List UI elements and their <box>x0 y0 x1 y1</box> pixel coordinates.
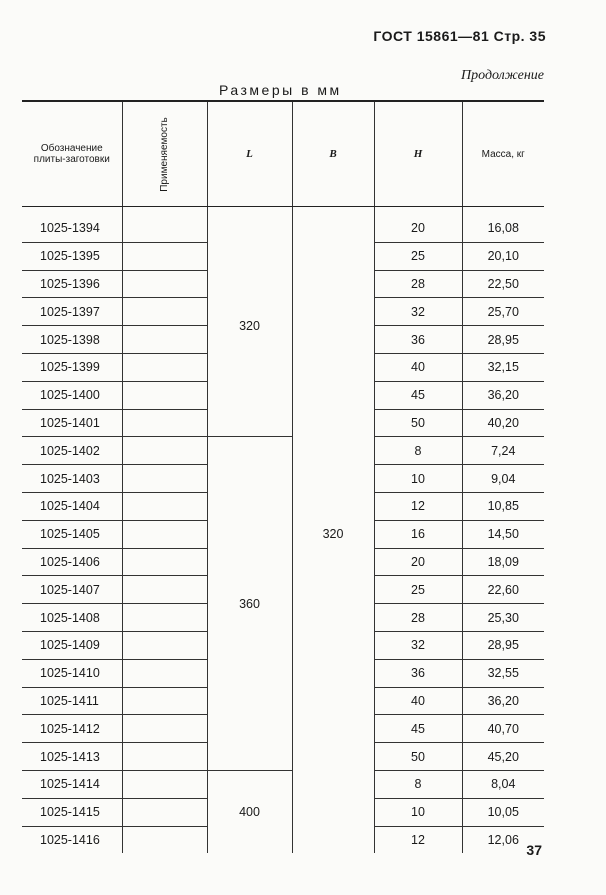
cell-applicability <box>122 770 207 798</box>
running-head: ГОСТ 15861—81 Стр. 35 <box>373 28 546 44</box>
units-caption: Размеры в мм <box>219 82 342 98</box>
cell-applicability <box>122 381 207 409</box>
cell-H: 32 <box>374 298 462 326</box>
cell-applicability <box>122 353 207 381</box>
cell-H: 50 <box>374 409 462 437</box>
cell-applicability <box>122 715 207 743</box>
cell-H: 20 <box>374 548 462 576</box>
cell-H: 40 <box>374 353 462 381</box>
cell-mass: 10,85 <box>462 492 544 520</box>
cell-H: 50 <box>374 743 462 771</box>
cell-applicability <box>122 326 207 354</box>
cell-mass: 25,30 <box>462 604 544 632</box>
cell-H: 40 <box>374 687 462 715</box>
cell-mass: 18,09 <box>462 548 544 576</box>
cell-applicability <box>122 687 207 715</box>
cell-H: 25 <box>374 242 462 270</box>
cell-designation: 1025-1394 <box>22 215 122 242</box>
cell-mass: 20,10 <box>462 242 544 270</box>
cell-mass: 32,15 <box>462 353 544 381</box>
cell-designation: 1025-1413 <box>22 743 122 771</box>
cell-B: 320 <box>292 215 374 853</box>
cell-H: 16 <box>374 520 462 548</box>
cell-mass: 22,50 <box>462 270 544 298</box>
cell-mass: 10,05 <box>462 798 544 826</box>
cell-designation: 1025-1396 <box>22 270 122 298</box>
cell-applicability <box>122 409 207 437</box>
spacer-cell <box>22 207 122 216</box>
cell-designation: 1025-1407 <box>22 576 122 604</box>
cell-H: 28 <box>374 270 462 298</box>
page-number: 37 <box>526 842 542 858</box>
cell-designation: 1025-1411 <box>22 687 122 715</box>
cell-applicability <box>122 492 207 520</box>
cell-designation: 1025-1395 <box>22 242 122 270</box>
cell-H: 45 <box>374 715 462 743</box>
cell-designation: 1025-1397 <box>22 298 122 326</box>
cell-applicability <box>122 298 207 326</box>
cell-H: 12 <box>374 492 462 520</box>
cell-mass: 8,04 <box>462 770 544 798</box>
cell-H: 45 <box>374 381 462 409</box>
cell-H: 32 <box>374 631 462 659</box>
col-header-applicability <box>122 101 207 207</box>
cell-designation: 1025-1399 <box>22 353 122 381</box>
cell-applicability <box>122 548 207 576</box>
cell-mass: 40,70 <box>462 715 544 743</box>
cell-applicability <box>122 215 207 242</box>
cell-mass: 45,20 <box>462 743 544 771</box>
cell-mass: 36,20 <box>462 381 544 409</box>
cell-mass: 28,95 <box>462 326 544 354</box>
cell-designation: 1025-1415 <box>22 798 122 826</box>
cell-H: 36 <box>374 326 462 354</box>
cell-designation: 1025-1406 <box>22 548 122 576</box>
cell-applicability <box>122 520 207 548</box>
cell-designation: 1025-1398 <box>22 326 122 354</box>
cell-applicability <box>122 437 207 465</box>
col-header-B: B <box>292 101 374 207</box>
spacer-cell <box>207 207 292 216</box>
cell-L-group: 400 <box>207 770 292 853</box>
dimensions-table <box>22 100 544 853</box>
cell-applicability <box>122 465 207 493</box>
cell-designation: 1025-1404 <box>22 492 122 520</box>
cell-designation: 1025-1410 <box>22 659 122 687</box>
col-header-designation: Обозначение плиты-заготовки <box>22 101 122 207</box>
cell-applicability <box>122 604 207 632</box>
spacer-cell <box>122 207 207 216</box>
cell-H: 10 <box>374 798 462 826</box>
cell-applicability <box>122 242 207 270</box>
spacer-cell <box>462 207 544 216</box>
cell-mass: 28,95 <box>462 631 544 659</box>
cell-designation: 1025-1412 <box>22 715 122 743</box>
col-header-L: L <box>207 101 292 207</box>
continuation-label: Продолжение <box>461 68 544 83</box>
col-header-H: H <box>374 101 462 207</box>
cell-applicability <box>122 659 207 687</box>
cell-L-group: 360 <box>207 437 292 771</box>
cell-designation: 1025-1416 <box>40 832 100 847</box>
table-spacer-row <box>22 207 544 216</box>
cell-mass: 32,55 <box>462 659 544 687</box>
cell-designation: 1025-1403 <box>22 465 122 493</box>
cell-mass: 16,08 <box>462 215 544 242</box>
cell-mass: 7,24 <box>462 437 544 465</box>
cell-designation: 1025-1408 <box>22 604 122 632</box>
cell-L-group: 320 <box>207 215 292 437</box>
cell-applicability <box>122 826 207 853</box>
cell-mass: 40,20 <box>462 409 544 437</box>
cell-mass: 36,20 <box>462 687 544 715</box>
cell-designation: 1025-1401 <box>22 409 122 437</box>
cell-designation: 1025-1402 <box>22 437 122 465</box>
cell-designation: 1025-1409 <box>22 631 122 659</box>
cell-H: 8 <box>374 437 462 465</box>
table-header-row <box>22 101 544 207</box>
col-header-mass: Масса, кг <box>462 101 544 207</box>
cell-designation: 1025-1405 <box>22 520 122 548</box>
cell-designation: 1025-1400 <box>22 381 122 409</box>
cell-H: 28 <box>374 604 462 632</box>
cell-H: 20 <box>374 215 462 242</box>
cell-mass: 9,04 <box>462 465 544 493</box>
table-row <box>22 770 544 798</box>
cell-H: 36 <box>374 659 462 687</box>
table-row <box>22 215 544 242</box>
cell-H: 12 <box>374 826 462 853</box>
cell-H: 25 <box>374 576 462 604</box>
cell-mass: 25,70 <box>462 298 544 326</box>
cell-H: 8 <box>374 770 462 798</box>
cell-applicability <box>122 798 207 826</box>
cell-H: 10 <box>374 465 462 493</box>
spacer-cell <box>374 207 462 216</box>
cell-mass: 14,50 <box>462 520 544 548</box>
spacer-cell <box>292 207 374 216</box>
table-body <box>22 207 544 854</box>
cell-applicability <box>122 270 207 298</box>
cell-mass: 22,60 <box>462 576 544 604</box>
cell-designation: 1025-1414 <box>22 770 122 798</box>
cell-applicability <box>122 576 207 604</box>
col-header-applicability-text: Применяемость <box>159 116 170 192</box>
cell-applicability <box>122 631 207 659</box>
cell-applicability <box>122 743 207 771</box>
table-row <box>22 437 544 465</box>
cell-mass: 12,06 <box>462 826 544 853</box>
